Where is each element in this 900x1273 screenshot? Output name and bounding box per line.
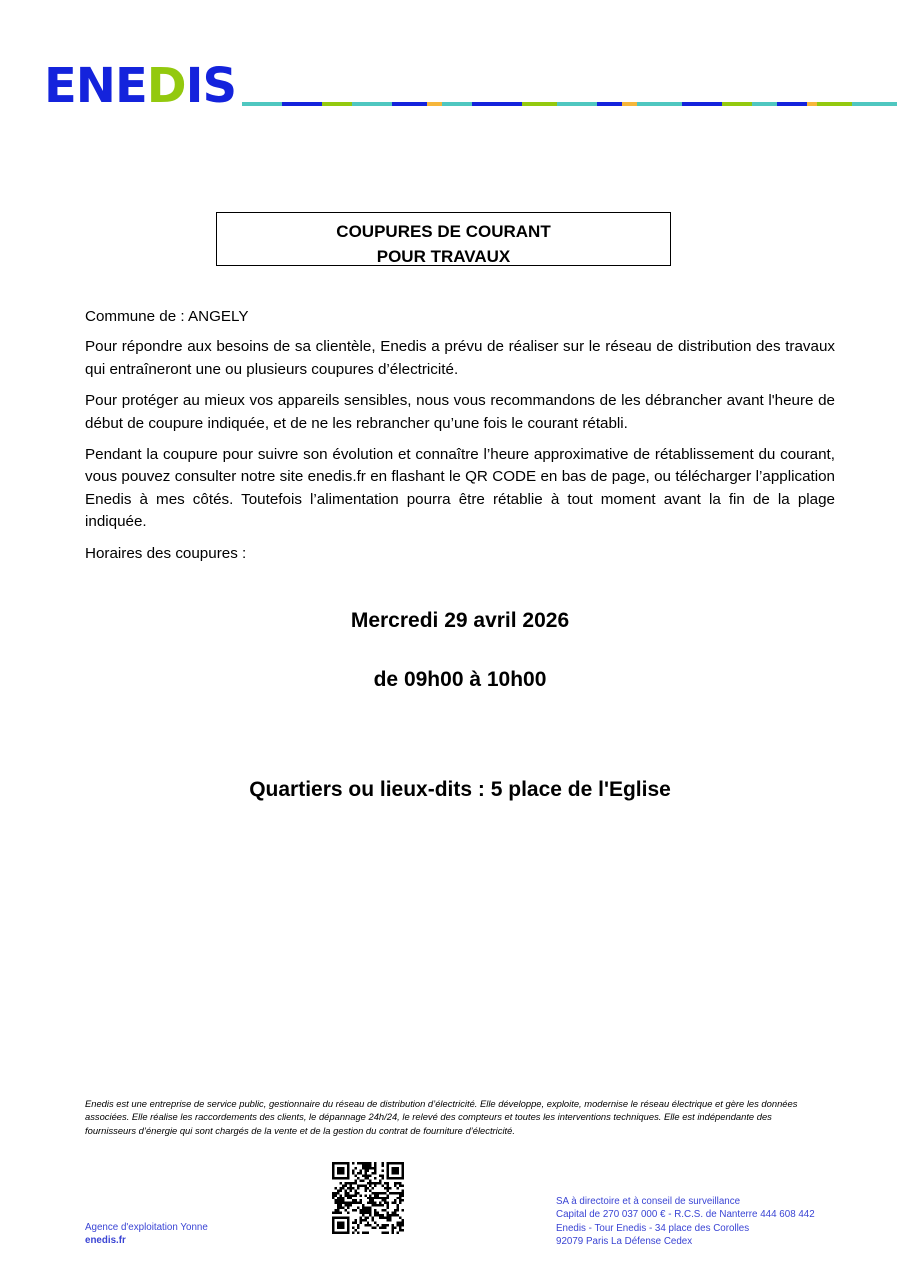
outage-hours: de 09h00 à 10h00 <box>373 668 547 691</box>
enedis-logo-text: ENEDIS <box>44 58 237 114</box>
qr-code-icon[interactable] <box>332 1162 404 1234</box>
legal-text: Enedis est une entreprise de service public, gestionnaire du réseau de distribution d’électricité. Elle développe, exploite, modernise le réseau électrique et gère les données associées. Elle réalise les raccordements des clients, le dépannage 24h/24, le relevé des compteurs et toutes les interventions techniques. Elle est indépendante des fournisseurs d’énergie qui sont chargés de la vente et de la gestion du contrat de fourniture d’électricité. <box>85 1098 798 1136</box>
header-stripe <box>242 102 897 106</box>
outage-date: Mercredi 29 avril 2026 <box>350 609 570 632</box>
website-link[interactable]: enedis.fr <box>85 1235 126 1247</box>
company-line: Enedis - Tour Enedis - 34 place des Corolles <box>556 1222 750 1234</box>
paragraph-follow: Pendant la coupure pour suivre son évolution et connaître l’heure approximative de rétablissement du courant, vous pouvez consulter notre site enedis.fr en flashant le QR CODE en bas de page, ou télécharger l’application Enedis à mes côtés. Toutefois l’alimentation pourra être rétablie à tout moment avant la fin de la plage indiquée. <box>85 446 835 531</box>
enedis-logo <box>44 58 237 114</box>
company-line: SA à directoire et à conseil de surveillance <box>556 1196 741 1207</box>
paragraph-protect: Pour protéger au mieux vos appareils sensibles, nous vous recommandons de les débrancher avant l'heure de début de coupure indiquée, et de ne les rebrancher qu’une fois le courant rétabli. <box>85 392 835 432</box>
commune-line: Commune de : ANGELY <box>85 308 249 325</box>
outage-places: Quartiers ou lieux-dits : 5 place de l'Eglise <box>249 778 671 801</box>
agency-name: Agence d'exploitation Yonne <box>85 1222 208 1233</box>
schedule-label: Horaires des coupures : <box>85 544 247 562</box>
notice-title-line2: POUR TRAVAUX <box>376 247 511 266</box>
paragraph-works: Pour répondre aux besoins de sa clientèle, Enedis a prévu de réaliser sur le réseau de distribution des travaux qui entraîneront une ou plusieurs coupures d’électricité. <box>85 338 835 378</box>
company-info <box>556 1195 815 1249</box>
company-line: Capital de 270 037 000 € - R.C.S. de Nanterre 444 608 442 <box>556 1209 815 1221</box>
notice-title-line1: COUPURES DE COURANT <box>336 222 551 241</box>
company-line: 92079 Paris La Défense Cedex <box>556 1236 693 1248</box>
notice-title-box <box>216 212 671 266</box>
agency-block <box>85 1221 208 1248</box>
notice-body <box>85 306 835 574</box>
